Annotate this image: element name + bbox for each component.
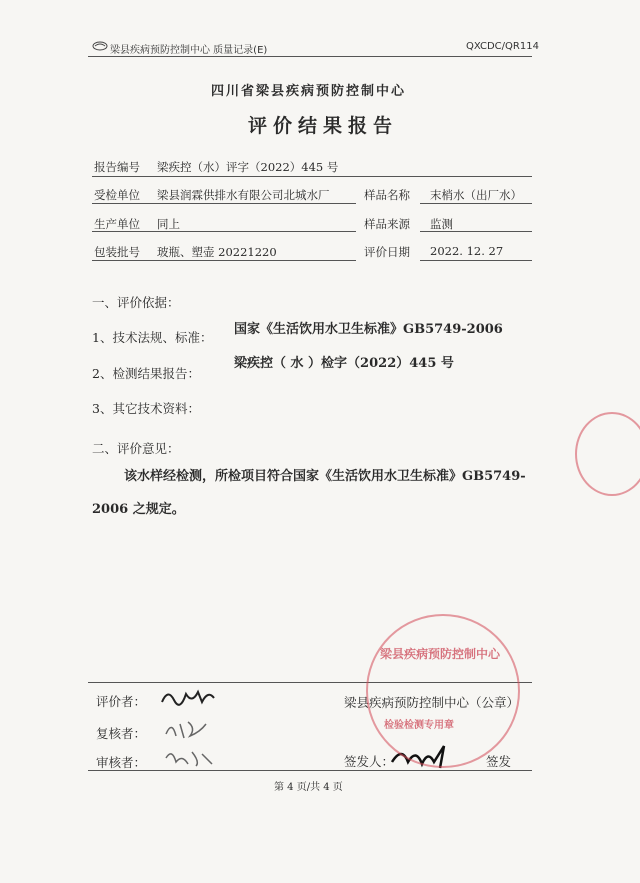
sample-name-value: 末梢水（出厂水） (430, 188, 522, 202)
basis-item2-label: 2、检测结果报告： (92, 366, 200, 381)
pack-value: 玻瓶、塑壶 20221220 (157, 245, 277, 259)
header-title: 梁县疾病预防控制中心 质量记录(E) (110, 45, 268, 56)
producer-underline (92, 231, 356, 232)
evaluator-label: 评价者： (96, 694, 147, 709)
pack-underline (92, 260, 356, 261)
org-title: 四川省梁县疾病预防控制中心 (211, 84, 407, 99)
issue-text: 签发 (486, 754, 512, 769)
basis-item1-value: 国家《生活饮用水卫生标准》GB5749-2006 (234, 322, 503, 337)
auditor-label: 审核者： (96, 755, 147, 770)
opinion-heading: 二、评价意见： (92, 441, 180, 456)
basis-item3-label: 3、其它技术资料： (92, 401, 200, 416)
signature-bottom-line (88, 770, 532, 771)
header-logo-icon (92, 41, 108, 54)
header-divider (88, 56, 532, 57)
eval-date-label: 评价日期 (364, 245, 410, 259)
basis-item1-label: 1、技术法规、标准： (92, 330, 213, 345)
doc-code: QXCDC/QR114 (466, 41, 539, 52)
official-seal-subtext: 检验检测专用章 (384, 720, 454, 731)
opinion-line2: 2006 之规定。 (92, 502, 185, 517)
unit-label: 受检单位 (94, 188, 140, 202)
official-seal-text: 梁县疾病预防控制中心 (380, 647, 501, 661)
side-seal-fragment (575, 412, 640, 496)
eval-date-value: 2022. 12. 27 (430, 244, 504, 258)
sample-name-label: 样品名称 (364, 188, 410, 202)
basis-item2-value: 梁疾控（ 水 ）检字（2022）445 号 (234, 356, 454, 371)
pack-label: 包装批号 (94, 245, 140, 259)
producer-value: 同上 (157, 217, 180, 231)
auditor-signature (162, 744, 222, 770)
center-seal-text: 梁县疾病预防控制中心（公章） (344, 695, 520, 710)
evaluator-signature (158, 684, 218, 710)
reviewer-label: 复核者： (96, 726, 147, 741)
basis-heading: 一、评价依据： (92, 295, 180, 310)
unit-value: 梁县润霖供排水有限公司北城水厂 (157, 188, 330, 202)
report-no-value: 梁疾控（水）评字（2022）445 号 (157, 160, 339, 174)
report-no-label: 报告编号 (94, 160, 140, 174)
official-seal (366, 614, 520, 768)
sample-source-value: 监测 (430, 217, 453, 231)
page-number: 第 4 页/共 4 页 (274, 782, 343, 793)
signer-label: 签发人： (344, 754, 395, 769)
eval-date-underline (420, 260, 532, 261)
reviewer-signature (160, 714, 220, 742)
unit-underline (92, 203, 356, 204)
sample-source-label: 样品来源 (364, 217, 410, 231)
report-title: 评价结果报告 (248, 115, 399, 137)
report-no-line (92, 176, 532, 177)
producer-label: 生产单位 (94, 217, 140, 231)
sample-name-underline (420, 203, 532, 204)
opinion-line1: 该水样经检测，所检项目符合国家《生活饮用水卫生标准》GB5749- (124, 469, 526, 484)
sample-source-underline (420, 231, 532, 232)
